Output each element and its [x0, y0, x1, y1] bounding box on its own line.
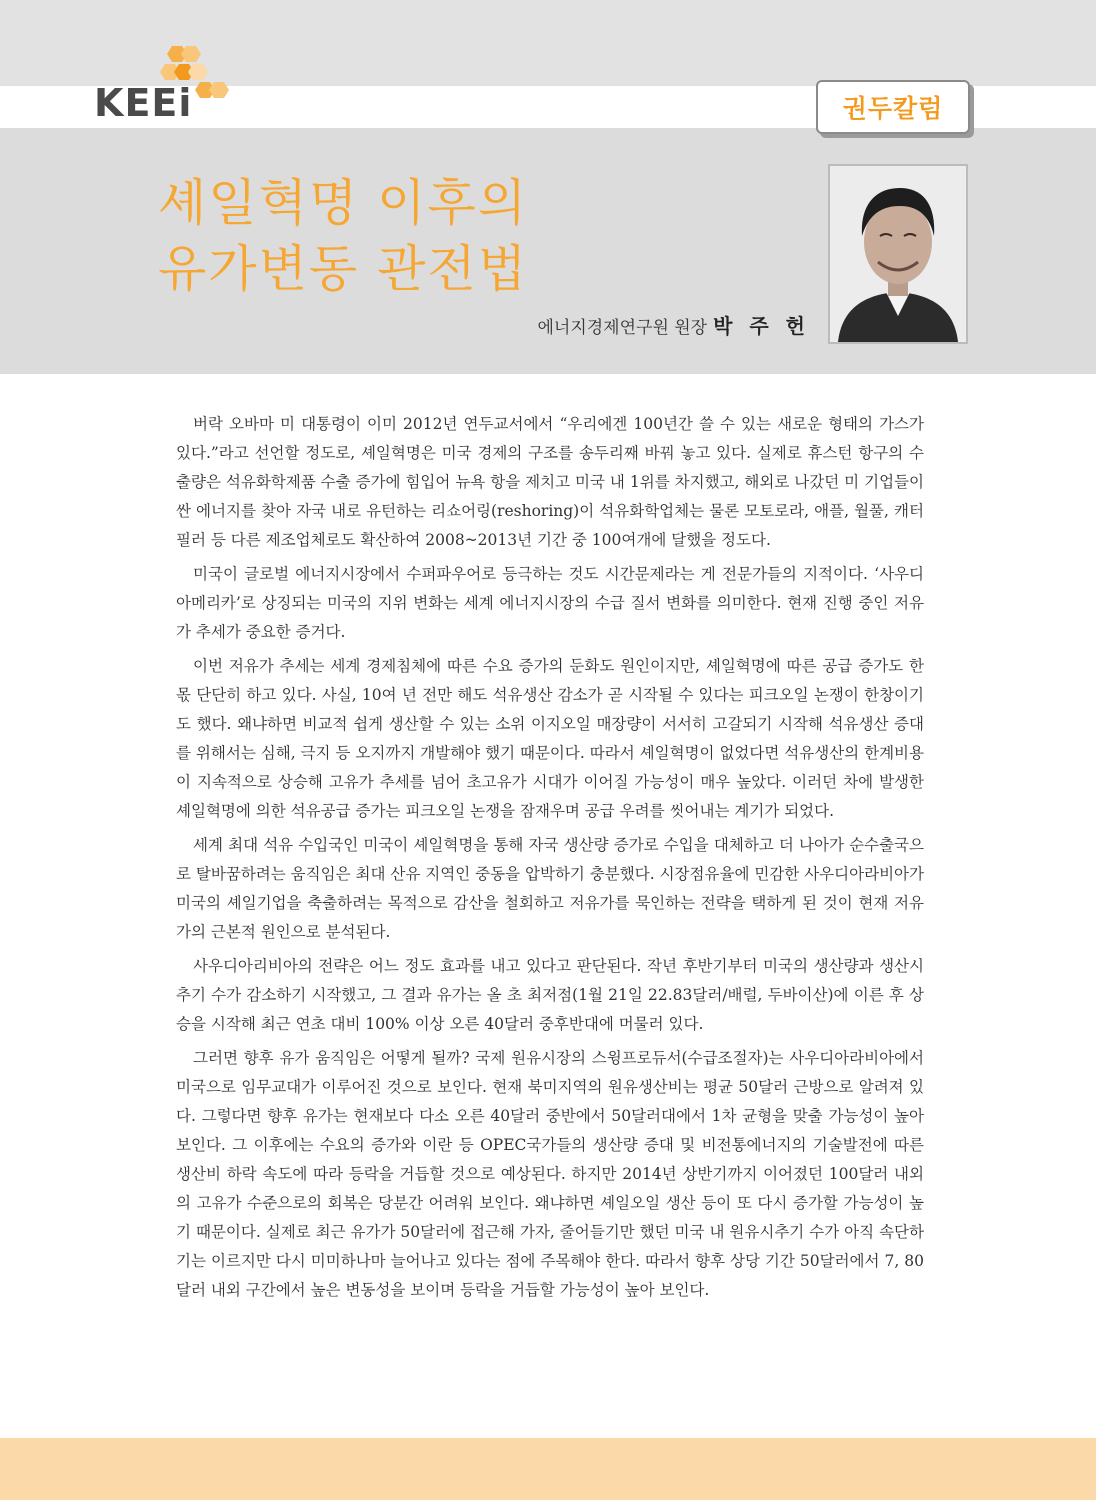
author-name: 박 주 헌: [713, 314, 810, 338]
author-byline: [470, 310, 810, 339]
author-photo: [828, 164, 968, 344]
article-body: [176, 410, 924, 1310]
portrait-icon: [830, 166, 966, 342]
keei-logo: [94, 44, 234, 130]
article-title: [158, 170, 778, 302]
paragraph-2: 미국이 글로벌 에너지시장에서 수퍼파우어로 등극하는 것도 시간문제라는 게 전문가들의 지적이다. ‘사우디아메리카’로 상징되는 미국의 지위 변화는 세계 에너지시장의 수급 질서 변화를 의미한다. 현재 진행 중인 저유가 추세가 중요한 증거다.: [176, 565, 924, 641]
paragraph-4: 세계 최대 석유 수입국인 미국이 셰일혁명을 통해 자국 생산량 증가로 수입을 대체하고 더 나아가 순수출국으로 탈바꿈하려는 움직임은 최대 산유 지역인 중동을 압박하기 충분했다. 시장점유율에 민감한 사우디아라비아가 미국의 셰일기업을 축출하려는 목적으로 감산을 철회하고 저유가를 묵인하는 전략을 택하게 된 것이 현재 저유가의 근본적 원인으로 분석된다.: [176, 836, 924, 941]
bottom-peach-band: [0, 1438, 1096, 1500]
paragraph-1: 버락 오바마 미 대통령이 이미 2012년 연두교서에서 “우리에겐 100년간 쓸 수 있는 새로운 형태의 가스가 있다.”라고 선언할 정도로, 셰일혁명은 미국 경제의 구조를 송두리째 바꿔 놓고 있다. 실제로 휴스턴 항구의 수출량은 석유화학제품 수출 증가에 힘입어 뉴욕 항을 제치고 미국 내 1위를 차지했고, 해외로 나갔던 미 기업들이 싼 에너지를 찾아 자국 내로 유턴하는 리쇼어링(reshoring)이 석유화학업체는 물론 모토로라, 애플, 월풀, 캐터필러 등 다른 제조업체로도 확산하여 2008~2013년 기간 중 100여개에 달했을 정도다.: [176, 415, 924, 549]
paragraph-3: 이번 저유가 추세는 세계 경제침체에 따른 수요 증가의 둔화도 원인이지만, 셰일혁명에 따른 공급 증가도 한 몫 단단히 하고 있다. 사실, 10여 년 전만 해도 석유생산 감소가 곧 시작될 수 있다는 피크오일 논쟁이 한창이기도 했다. 왜냐하면 비교적 쉽게 생산할 수 있는 소위 이지오일 매장량이 서서히 고갈되기 시작해 석유생산 증대를 위해서는 심해, 극지 등 오지까지 개발해야 했기 때문이다. 따라서 셰일혁명이 없었다면 석유생산의 한계비용이 지속적으로 상승해 고유가 추세를 넘어 초고유가 시대가 이어질 가능성이 매우 높았다. 이러던 차에 발생한 셰일혁명에 의한 석유공급 증가는 피크오일 논쟁을 잠재우며 공급 우려를 씻어내는 계기가 되었다.: [176, 657, 924, 820]
paragraph-6: 그러면 향후 유가 움직임은 어떻게 될까? 국제 원유시장의 스윙프로듀서(수급조절자)는 사우디아라비아에서 미국으로 임무교대가 이루어진 것으로 보인다. 현재 북미지역의 원유생산비는 평균 50달러 근방으로 알려져 있다. 그렇다면 향후 유가는 현재보다 다소 오른 40달러 중반에서 50달러대에서 1차 균형을 맞출 가능성이 높아 보인다. 그 이후에는 수요의 증가와 이란 등 OPEC국가들의 생산량 증대 및 비전통에너지의 기술발전에 따른 생산비 하락 속도에 따라 등락을 거듭할 것으로 예상된다. 하지만 2014년 상반기까지 이어졌던 100달러 내외의 고유가 수준으로의 회복은 당분간 어려워 보인다. 왜냐하면 셰일오일 생산 등이 또 다시 증가할 가능성이 높기 때문이다. 실제로 최근 유가가 50달러에 접근해 가자, 줄어들기만 했던 미국 내 원유시추기 수가 아직 속단하기는 이르지만 다시 미미하나마 늘어나고 있다는 점에 주목해야 한다. 따라서 향후 상당 기간 50달러에서 7, 80달러 내외 구간에서 높은 변동성을 보이며 등락을 거듭할 가능성이 높아 보인다.: [176, 1049, 924, 1299]
paragraph-5: 사우디아리비아의 전략은 어느 정도 효과를 내고 있다고 판단된다. 작년 후반기부터 미국의 생산량과 생산시추기 수가 감소하기 시작했고, 그 결과 유가는 올 초 최저점(1월 21일 22.83달러/배럴, 두바이산)에 이른 후 상승을 시작해 최근 연초 대비 100% 이상 오른 40달러 중후반대에 머물러 있다.: [176, 957, 924, 1033]
title-line-2: 유가변동 관전법: [158, 240, 528, 298]
logo-text: KEEi: [94, 81, 193, 125]
title-line-1: 셰일혁명 이후의: [158, 174, 528, 232]
column-badge: 권두칼럼: [816, 80, 970, 134]
author-role: 에너지경제연구원 원장: [537, 318, 708, 338]
